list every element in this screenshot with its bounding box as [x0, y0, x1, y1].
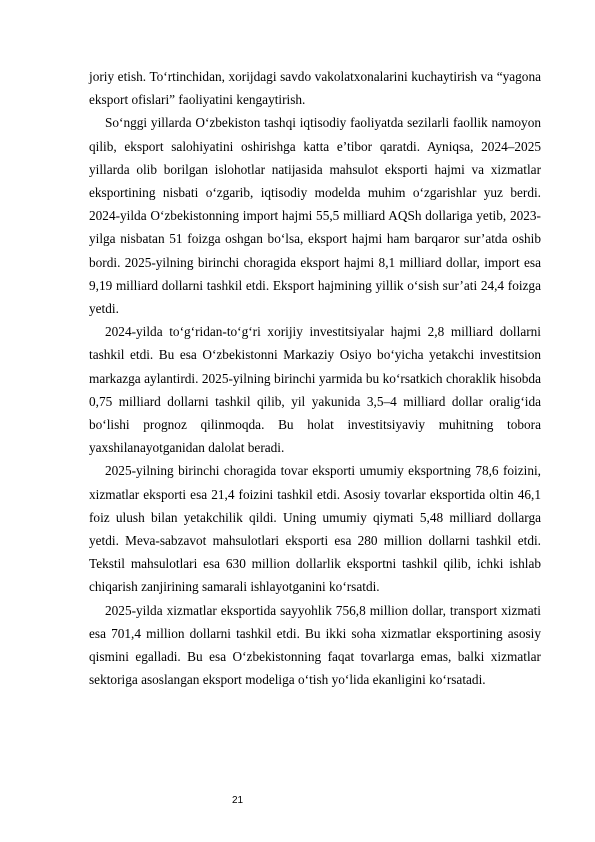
page-number: 21 — [232, 795, 244, 806]
paragraph-services-export: 2025-yilda xizmatlar eksportida sayyohlik 756,8 million dollar, transport xizmati esa 701,4 million dollarni tashkil etdi. Bu ikki soha xizmatlar eksportining asosiy qismini egalladi. Bu esa O‘zbekistonning faqat tovarlarga emas, balki xizmatlar sektoriga asoslangan eksport modeliga o‘tish yo‘lida ekanligini ko‘rsatadi. — [89, 602, 541, 688]
paragraph-goods-export: 2025-yilning birinchi choragida tovar eksporti umumiy eksportning 78,6 foizini, xizmatlar eksporti esa 21,4 foizini tashkil etdi. Asosiy tovarlar eksportida oltin 46,1 foiz ulush bilan yetakchilik qildi. Uning umumiy qiymati 5,48 milliard dollarga yetdi. Meva-sabzavot mahsulotlari eksporti esa 280 million dollarni tashkil etdi. Tekstil mahsulotlari esa 630 million dollarlik eksportni tashkil qilib, ichki ishlab chiqarish zanjirining samarali ishlayotganini ko‘rsatdi. — [89, 463, 541, 595]
body-text — [89, 65, 541, 691]
paragraph-export-activity: So‘nggi yillarda O‘zbekiston tashqi iqtisodiy faoliyatda sezilarli faollik namoyon qilib, eksport salohiyatini oshirishga katta e’tibor qaratdi. Ayniqsa, 2024–2025 yillarda olib borilgan islohotlar natijasida mahsulot eksporti hajmi va xizmatlar eksportining nisbati o‘zgarib, iqtisodiy modelda muhim o‘zgarishlar yuz berdi. 2024-yilda O‘zbekistonning import hajmi 55,5 milliard AQSh dollariga yetib, 2023-yilga nisbatan 51 foizga oshgan bo‘lsa, eksport hajmi ham barqaror sur’atda oshib bordi. 2025-yilning birinchi choragida eksport hajmi 8,1 milliard dollar, import esa 9,19 milliard dollarni tashkil etdi. Eksport hajmining yillik o‘sish sur’ati 24,4 foizga yetdi. — [89, 115, 541, 317]
paragraph-continuation: joriy etish. To‘rtinchidan, xorijdagi savdo vakolatxonalarini kuchaytirish va “yagona eksport ofislari” faoliyatini kengaytirish. — [89, 69, 541, 108]
paragraph-foreign-investment: 2024-yilda to‘g‘ridan-to‘g‘ri xorijiy investitsiyalar hajmi 2,8 milliard dollarni tashkil etdi. Bu esa O‘zbekistonni Markaziy Osiyo bo‘yicha yetakchi investitsion markazga aylantirdi. 2025-yilning birinchi yarmida bu ko‘rsatkich choraklik hisobda 0,75 milliard dollarni tashkil qilib, yil yakunida 3,5–4 milliard dollar oralig‘ida bo‘lishi prognoz qilinmoqda. Bu holat investitsiyaviy muhitning tobora yaxshilanayotganidan dalolat beradi. — [89, 324, 541, 456]
